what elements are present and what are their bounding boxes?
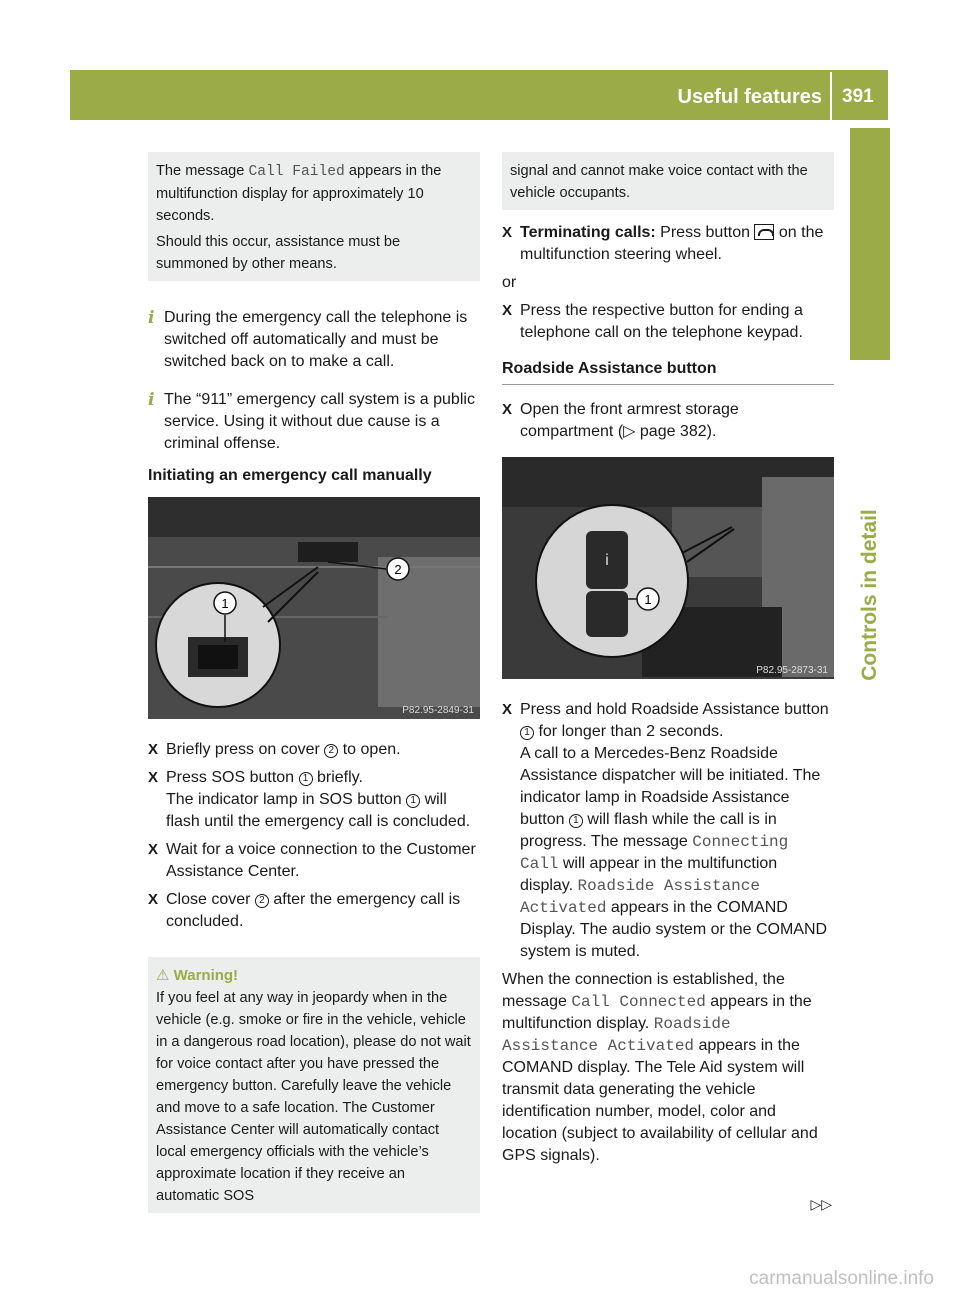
text: appears in the COMAND display. The Tele Aid system will transmit data generating the vehicle identification number, model, color and location (subject to availability of cellular and GPS signals).	[502, 1037, 818, 1164]
warning-title: Warning!	[173, 967, 239, 984]
step-open-armrest	[502, 399, 834, 443]
display-message: Call Failed	[248, 164, 345, 180]
arrow-bullet-icon: X	[148, 841, 159, 858]
warning-box	[148, 957, 480, 1213]
call-failed-box	[148, 152, 480, 281]
text: to open.	[338, 741, 401, 758]
side-tab-label: Controls in detail	[858, 509, 881, 681]
text: The message	[156, 163, 249, 179]
callout-ref-1: 1	[520, 726, 534, 740]
text: briefly.	[312, 769, 363, 786]
info-note-1	[148, 307, 480, 373]
arrow-bullet-icon: X	[502, 401, 513, 418]
arrow-bullet-icon: X	[502, 701, 513, 718]
arrow-bullet-icon: X	[148, 741, 159, 758]
text: Press and hold Roadside Assistance button	[520, 701, 829, 718]
text: on the multifunction steering wheel.	[520, 224, 824, 263]
step-keypad-end	[502, 300, 834, 344]
continue-arrows: ▷▷	[810, 1196, 832, 1212]
page-number: 391	[842, 86, 874, 107]
text: Press the respective button for ending a telephone call on the telephone keypad.	[520, 302, 803, 341]
warning-box-continued	[502, 152, 834, 210]
step-terminating-calls	[502, 222, 834, 266]
callout-ref-2: 2	[324, 744, 338, 758]
step-wait-voice	[148, 839, 480, 883]
section-heading: Initiating an emergency call manually	[148, 467, 432, 484]
text: A call to a Mercedes-Benz Roadside Assistance dispatcher will be initiated. The indicator lamp in Roadside Assistance button	[520, 745, 821, 828]
text: appears in the COMAND Display. The audio system or the COMAND system is muted.	[520, 899, 828, 960]
section-title: Useful features	[677, 86, 822, 108]
left-column	[148, 152, 480, 1213]
text: Briefly press on cover	[166, 741, 325, 758]
header-divider	[830, 72, 832, 120]
text: Close cover	[166, 891, 255, 908]
info-icon: i	[148, 308, 155, 328]
box-para-2: Should this occur, assistance must be summoned by other means.	[156, 234, 401, 272]
text: after the emergency call is concluded.	[166, 891, 461, 930]
phone-hangup-icon	[754, 224, 774, 240]
info-text: During the emergency call the telephone is switched off automatically and must be switched back on to make a call.	[164, 309, 468, 370]
step-press-roadside	[502, 699, 834, 963]
arrow-bullet-icon: X	[148, 891, 159, 908]
callout-ref-1: 1	[569, 814, 583, 828]
watermark: carmanualsonline.info	[749, 1268, 934, 1289]
info-icon: i	[148, 390, 155, 410]
side-tab-block	[850, 128, 890, 360]
arrow-bullet-icon: X	[148, 769, 159, 786]
callout-ref-1: 1	[299, 772, 313, 786]
callout-ref-1: 1	[406, 794, 420, 808]
connection-paragraph	[502, 969, 834, 1167]
photo-code: P82.95-2873-31	[756, 665, 828, 676]
text: Wait for a voice connection to the Customer Assistance Center.	[166, 841, 476, 880]
section-heading: Roadside Assistance button	[502, 358, 834, 385]
callout-ref-2: 2	[255, 894, 269, 908]
box-para-1	[156, 160, 472, 227]
roadside-photo-illustration	[502, 457, 834, 679]
warning-continued-text: signal and cannot make voice contact with the vehicle occupants.	[510, 163, 808, 201]
text: will appear in the multifunction display.	[520, 855, 778, 894]
callout-2: 2	[394, 562, 402, 577]
display-message: Roadside Assistance Activated	[502, 1015, 731, 1055]
step-open-cover	[148, 739, 480, 761]
text: Open the front armrest storage compartment (▷ page 382).	[520, 401, 739, 440]
step-close-cover	[148, 889, 480, 933]
text: Press SOS button	[166, 769, 299, 786]
callout-1: 1	[644, 592, 652, 607]
callout-1: 1	[221, 596, 229, 611]
text: The indicator lamp in SOS button	[166, 791, 407, 808]
text: for longer than 2 seconds.	[534, 723, 724, 740]
display-message: Roadside Assistance Activated	[520, 877, 760, 917]
text: appears in the multifunction display.	[502, 993, 812, 1032]
info-note-2	[148, 389, 480, 455]
roadside-button-photo	[502, 457, 834, 679]
text: will flash until the emergency call is concluded.	[166, 791, 471, 830]
text: When the connection is established, the message	[502, 971, 785, 1010]
right-column	[502, 152, 834, 1167]
step-label: Terminating calls:	[520, 224, 656, 241]
warning-heading	[156, 965, 472, 987]
side-tab-label-wrap	[850, 370, 890, 820]
step-press-sos	[148, 767, 480, 833]
text: appears in the multifunction display for approximately 10 seconds.	[156, 163, 442, 224]
sos-button-photo	[148, 497, 480, 719]
warning-triangle-icon: ⚠	[156, 967, 170, 984]
display-message: Call Connected	[571, 993, 706, 1011]
photo-code: P82.95-2849-31	[402, 705, 474, 716]
text: will flash while the call is in progress. The message	[520, 811, 777, 850]
display-message: Connecting Call	[520, 833, 789, 873]
info-text: The “911” emergency call system is a public service. Using it without due cause is a criminal offense.	[164, 391, 475, 452]
sos-photo-illustration	[148, 497, 480, 719]
arrow-bullet-icon: X	[502, 224, 513, 241]
svg-text:i: i	[605, 552, 609, 569]
text: Press button	[655, 224, 755, 241]
or-text: or	[502, 274, 517, 291]
arrow-bullet-icon: X	[502, 302, 513, 319]
warning-body: If you feel at any way in jeopardy when in the vehicle (e.g. smoke or fire in the vehicle, vehicle in a dangerous road location), please do not wait for voice contact after you have pressed the emergency button. Carefully leave the vehicle and move to a safe location. The Customer Assistance Center will automatically contact local emergency officials with the vehicle’s approximate location if they receive an automatic SOS	[156, 990, 471, 1204]
